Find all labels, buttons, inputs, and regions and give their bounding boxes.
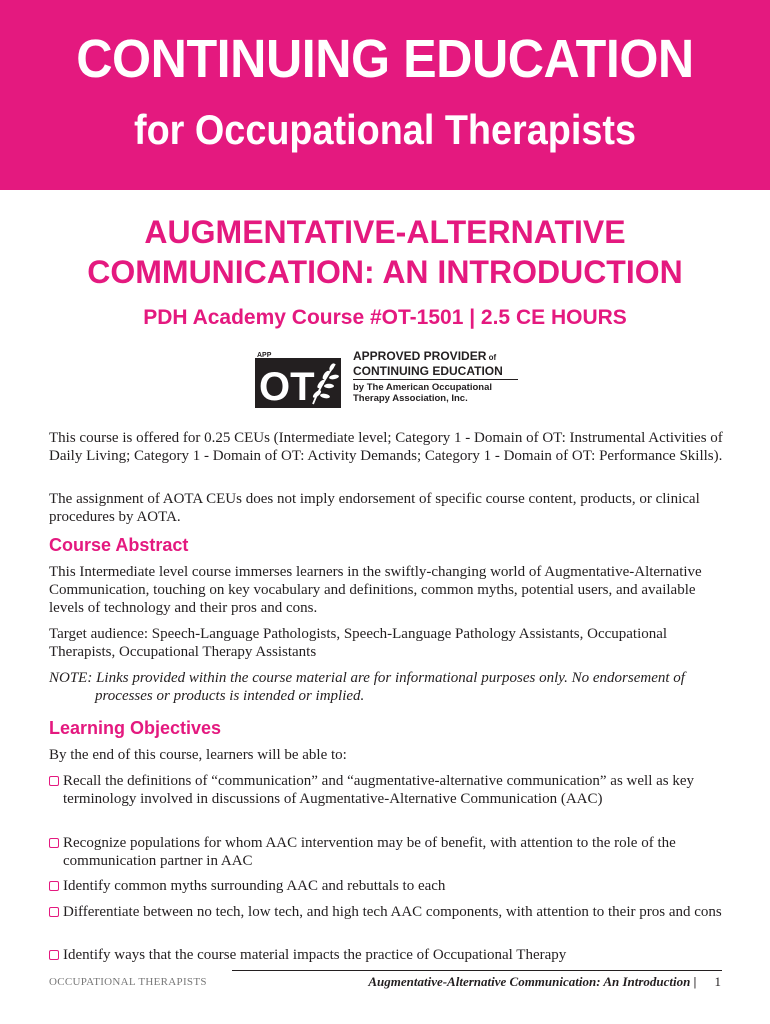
logo-line1: APPROVED PROVIDER of (353, 349, 497, 363)
banner-title: CONTINUING EDUCATION (76, 29, 694, 89)
objectives-intro: By the end of this course, learners will be able to: (49, 747, 347, 763)
footer-section-label: OCCUPATIONAL THERAPISTS (49, 976, 207, 988)
checkbox-bullet-icon (49, 907, 59, 917)
course-title-line2: COMMUNICATION: AN INTRODUCTION (87, 254, 683, 290)
objective-item: Identify common myths surrounding AAC and rebuttals to each (49, 877, 725, 895)
footer-title: Augmentative-Alternative Communication: An Introduction | (368, 974, 697, 989)
footer-running-title (368, 974, 721, 990)
footer-divider (232, 970, 722, 971)
course-title-line1: AUGMENTATIVE-ALTERNATIVE (144, 214, 626, 250)
objective-item: Recognize populations for whom AAC intervention may be of benefit, with attention to the role of the communication partner in AAC (49, 834, 725, 870)
objective-item: Identify ways that the course material impacts the practice of Occupational Therapy (49, 946, 725, 964)
logo-app-text: APP (257, 352, 272, 359)
note-line1: NOTE: Links provided within the course material are for informational purposes only. No endorsement of (49, 670, 685, 686)
header-banner (0, 0, 770, 190)
course-code: PDH Academy Course #OT-1501 | 2.5 CE HOURS (143, 306, 627, 329)
aota-approved-provider-logo (255, 350, 520, 410)
course-title (0, 212, 770, 292)
logo-line3: by The American Occupational (353, 382, 493, 393)
page-number: 1 (714, 974, 721, 989)
logo-text (353, 350, 503, 404)
checkbox-bullet-icon (49, 838, 59, 848)
checkbox-bullet-icon (49, 950, 59, 960)
note-paragraph (49, 669, 725, 705)
checkbox-bullet-icon (49, 776, 59, 786)
logo-divider (353, 379, 518, 380)
checkbox-bullet-icon (49, 881, 59, 891)
note-line2: processes or products is intended or implied. (95, 688, 365, 704)
course-abstract-heading: Course Abstract (49, 535, 189, 555)
abstract-paragraph: This Intermediate level course immerses learners in the swiftly-changing world of Augmentative-Alternative Communication, touching on key vocabulary and definitions, common myths, potential users, and available levels of technology and their pros and cons. (49, 564, 702, 616)
target-audience-paragraph: Target audience: Speech-Language Pathologists, Speech-Language Pathology Assistants, Occupational Therapists, Occupational Therapy Assistants (49, 626, 668, 660)
learning-objectives-heading: Learning Objectives (49, 718, 222, 738)
ceu-paragraph: This course is offered for 0.25 CEUs (Intermediate level; Category 1 - Domain of OT: Instrumental Activities of Daily Living; Category 1 - Domain of OT: Activity Demands; Category 1 - Domain of OT: Performance Skills). (49, 430, 723, 464)
banner-subtitle: for Occupational Therapists (133, 106, 637, 153)
objective-item: Recall the definitions of “communication” and “augmentative-alternative communication” as well as key terminology involved in discussions of Augmentative-Alternative Communication (AAC) (49, 772, 725, 808)
logo-ot-text: OT (259, 365, 315, 408)
objective-item: Differentiate between no tech, low tech, and high tech AAC components, with attention to their pros and cons (49, 903, 725, 921)
ot-laurel-icon (255, 350, 341, 408)
logo-line2: CONTINUING EDUCATION (353, 364, 503, 378)
logo-line4: Therapy Association, Inc. (353, 393, 468, 404)
assignment-paragraph: The assignment of AOTA CEUs does not imply endorsement of specific course content, products, or clinical procedures by AOTA. (49, 491, 700, 525)
